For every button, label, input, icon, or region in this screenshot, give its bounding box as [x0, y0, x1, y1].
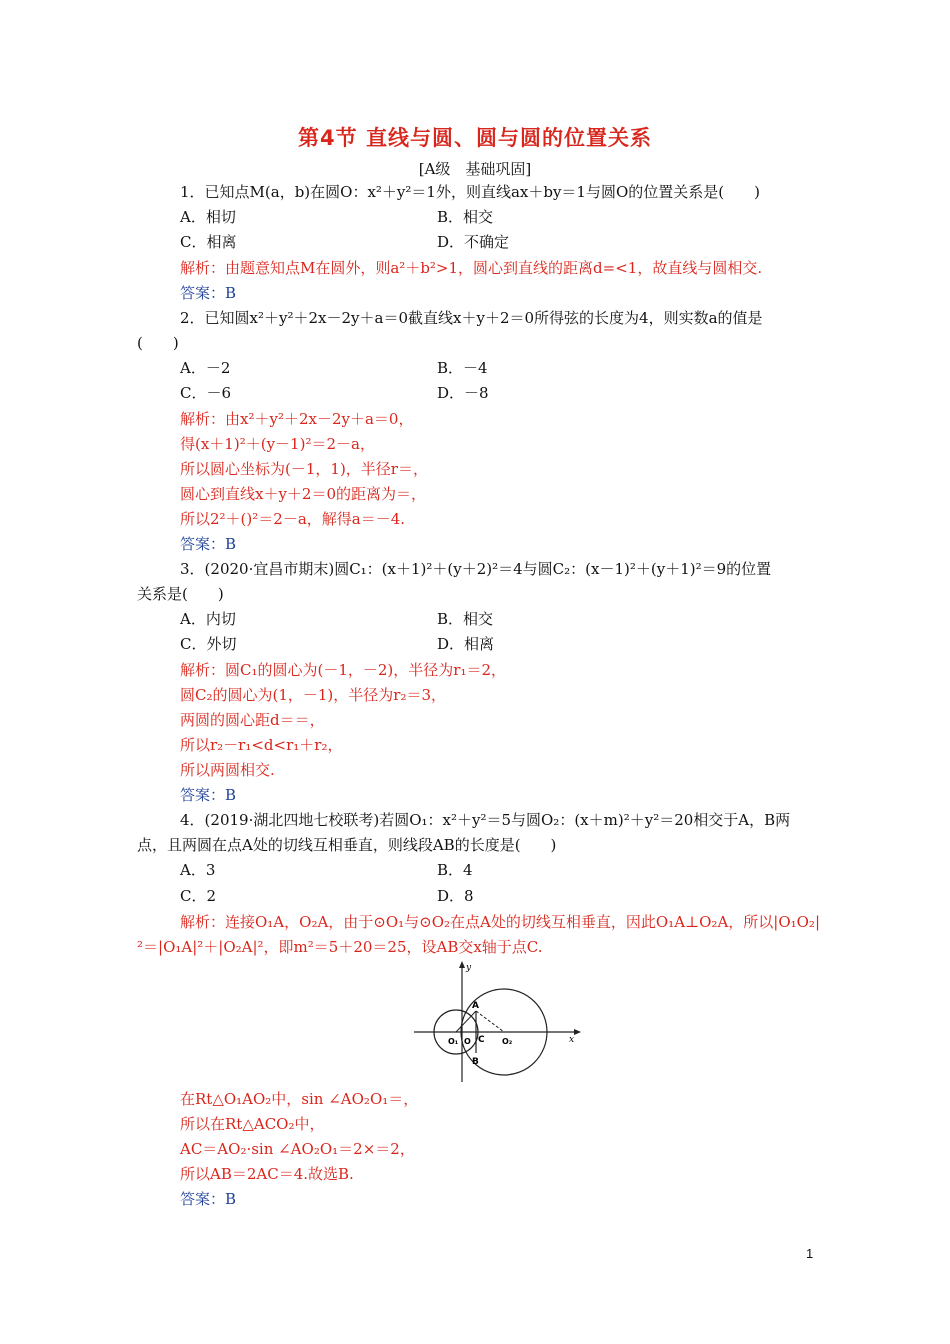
text-line: 所以r₂－r₁<d<r₁＋r₂，	[180, 736, 343, 754]
text-line: D．8	[437, 887, 474, 905]
text-line: 3．(2020·宜昌市期末)圆C₁：(x＋1)²＋(y＋2)²＝4与圆C₂：(x－1)²＋(y＋1)²＝9的位置	[180, 560, 772, 578]
text-line: 关系是( )	[137, 585, 224, 603]
text-line: 两圆的圆心距d＝＝，	[180, 711, 325, 729]
text-line: 在Rt△O₁AO₂中，sin ∠AO₂O₁＝，	[180, 1090, 419, 1108]
text-line: 点，且两圆在点A处的切线互相垂直，则线段AB的长度是( )	[137, 836, 557, 854]
text-line: A．内切	[180, 610, 236, 628]
text-line: A．相切	[180, 208, 236, 226]
text-line: B．相交	[437, 208, 494, 226]
section-level: [A级 基础巩固]	[418, 160, 532, 178]
text-line: C．相离	[180, 233, 237, 251]
text-line: D．相离	[437, 635, 495, 653]
y-axis-arrow	[459, 961, 465, 968]
segment-o2a	[476, 1011, 504, 1032]
text-line: 2．已知圆x²＋y²＋2x－2y＋a＝0截直线x＋y＋2＝0所得弦的长度为4，则实数a的值是	[180, 309, 763, 327]
text-line: 解析：连接O₁A，O₂A，由于⊙O₁与⊙O₂在点A处的切线互相垂直，因此O₁A⊥O₂A，所以|O₁O₂|	[180, 913, 821, 931]
text-line: C．2	[180, 887, 217, 905]
x-axis-arrow	[574, 1029, 581, 1035]
point-b-label: B	[472, 1057, 479, 1067]
text-line: 解析：由x²＋y²＋2x－2y＋a＝0，	[180, 410, 414, 428]
text-line: A．－2	[180, 359, 231, 377]
y-axis-label: y	[466, 963, 472, 973]
point-o2-label: O₂	[502, 1037, 513, 1046]
text-line: 所以AB＝2AC＝4.故选B.	[180, 1165, 354, 1183]
text-line: B．4	[437, 861, 473, 879]
text-line: 所以2²＋()²＝2－a，解得a＝－4.	[180, 510, 406, 528]
x-axis-label: x	[569, 1035, 575, 1045]
text-line: 1．已知点M(a，b)在圆O：x²＋y²＝1外，则直线ax＋by＝1与圆O的位置关系是( )	[180, 183, 760, 201]
point-c-label: C	[478, 1035, 485, 1045]
text-line: 答案：B	[180, 284, 237, 302]
text-line: 答案：B	[180, 786, 237, 804]
text-line: 得(x＋1)²＋(y－1)²＝2－a，	[180, 435, 375, 453]
text-line: 所以圆心坐标为(－1，1)，半径r＝，	[180, 460, 428, 478]
text-line: C．－6	[180, 384, 232, 402]
text-line: 圆C₂的圆心为(1，－1)，半径为r₂＝3，	[180, 686, 447, 704]
text-line: 4．(2019·湖北四地七校联考)若圆O₁：x²＋y²＝5与圆O₂：(x＋m)²＋y²＝20相交于A，B两	[180, 811, 791, 829]
text-line: A．3	[180, 861, 216, 879]
text-line: 所以两圆相交.	[180, 761, 275, 779]
text-line: D．－8	[437, 384, 489, 402]
text-line: ( )	[137, 334, 179, 352]
text-line: 答案：B	[180, 535, 237, 553]
text-line: 解析：由题意知点M在圆外，则a²＋b²>1，圆心到直线的距离d=<1，故直线与圆相交.	[180, 259, 763, 277]
origin-label: O	[464, 1037, 471, 1046]
segment-o1a	[456, 1011, 476, 1032]
text-line: AC＝AO₂·sin ∠AO₂O₁＝2×＝2，	[180, 1140, 415, 1158]
text-line: ²＝|O₁A|²＋|O₂A|²，即m²＝5＋20＝25，设AB交x轴于点C.	[137, 938, 543, 956]
circles-figure	[414, 960, 584, 1084]
text-line: 圆心到直线x＋y＋2＝0的距离为＝，	[180, 485, 427, 503]
text-line: D．不确定	[437, 233, 510, 251]
point-a-label: A	[472, 1001, 479, 1011]
text-line: 解析：圆C₁的圆心为(－1，－2)，半径为r₁＝2，	[180, 661, 507, 679]
text-line: B．－4	[437, 359, 488, 377]
point-o1-label: O₁	[448, 1037, 459, 1046]
page-title: 第4节 直线与圆、圆与圆的位置关系	[298, 126, 652, 150]
text-line: 答案：B	[180, 1190, 237, 1208]
text-line: B．相交	[437, 610, 494, 628]
page-number: 1	[806, 1246, 814, 1261]
text-line: C．外切	[180, 635, 237, 653]
text-line: 所以在Rt△ACO₂中，	[180, 1115, 325, 1133]
